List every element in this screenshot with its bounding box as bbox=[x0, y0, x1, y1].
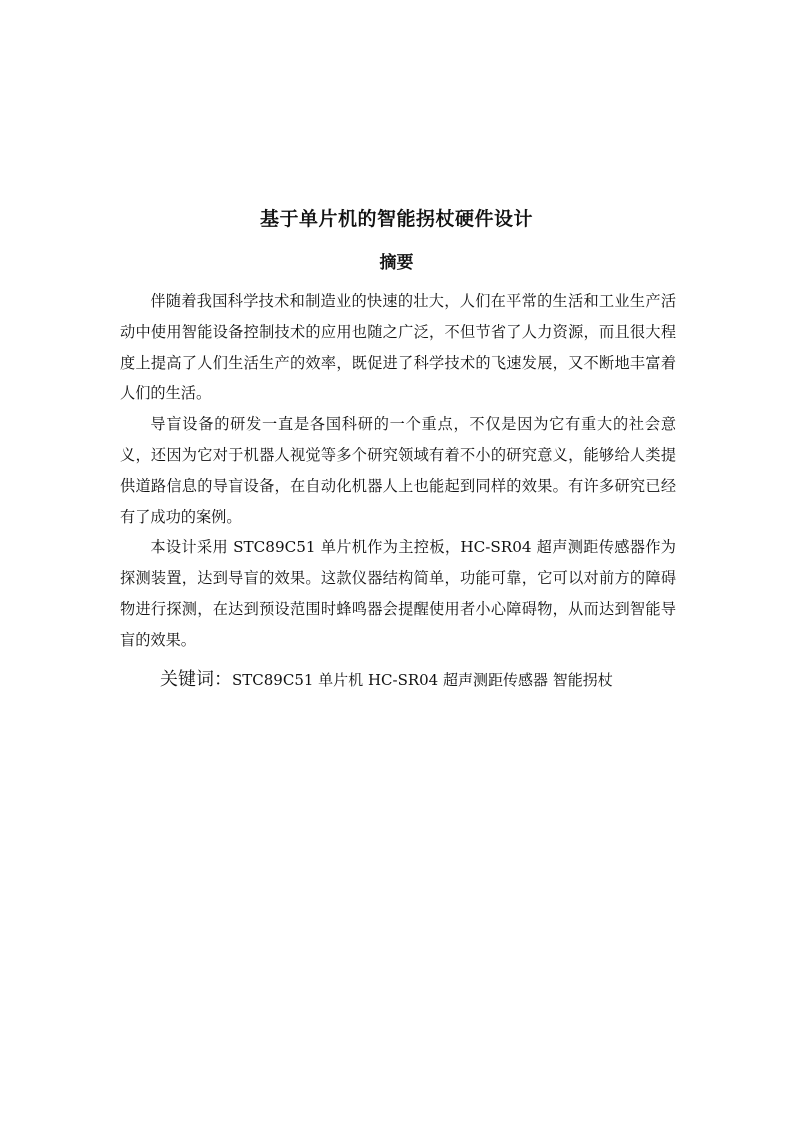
abstract-paragraph-3: 本设计采用 STC89C51 单片机作为主控板，HC-SR04 超声测距传感器作为探测装置，达到导盲的效果。这款仪器结构简单，功能可靠，它可以对前方的障碍物进行探测，在达到预设范围时蜂鸣器会提醒使用者小心障碍物，从而达到智能导盲的效果。 bbox=[120, 538, 676, 649]
document-title: 基于单片机的智能拐杖硬件设计 bbox=[259, 208, 533, 230]
abstract-body bbox=[120, 286, 676, 656]
abstract-heading: 摘要 bbox=[379, 253, 414, 273]
abstract-paragraph-1: 伴随着我国科学技术和制造业的快速的壮大，人们在平常的生活和工业生产活动中使用智能设备控制技术的应用也随之广泛，不但节省了人力资源，而且很大程度上提高了人们生活生产的效率，既促进了科学技术的飞速发展，又不断地丰富着人们的生活。 bbox=[120, 292, 676, 403]
keywords-value: STC89C51 单片机 HC-SR04 超声测距传感器 智能拐杖 bbox=[232, 671, 613, 689]
abstract-paragraph-2: 导盲设备的研发一直是各国科研的一个重点，不仅是因为它有重大的社会意义，还因为它对于机器人视觉等多个研究领域有着不小的研究意义，能够给人类提供道路信息的导盲设备，在自动化机器人上也能起到同样的效果。有许多研究已经有了成功的案例。 bbox=[120, 415, 676, 526]
keywords-line bbox=[160, 666, 680, 694]
keywords-label: 关键词： bbox=[160, 669, 232, 690]
